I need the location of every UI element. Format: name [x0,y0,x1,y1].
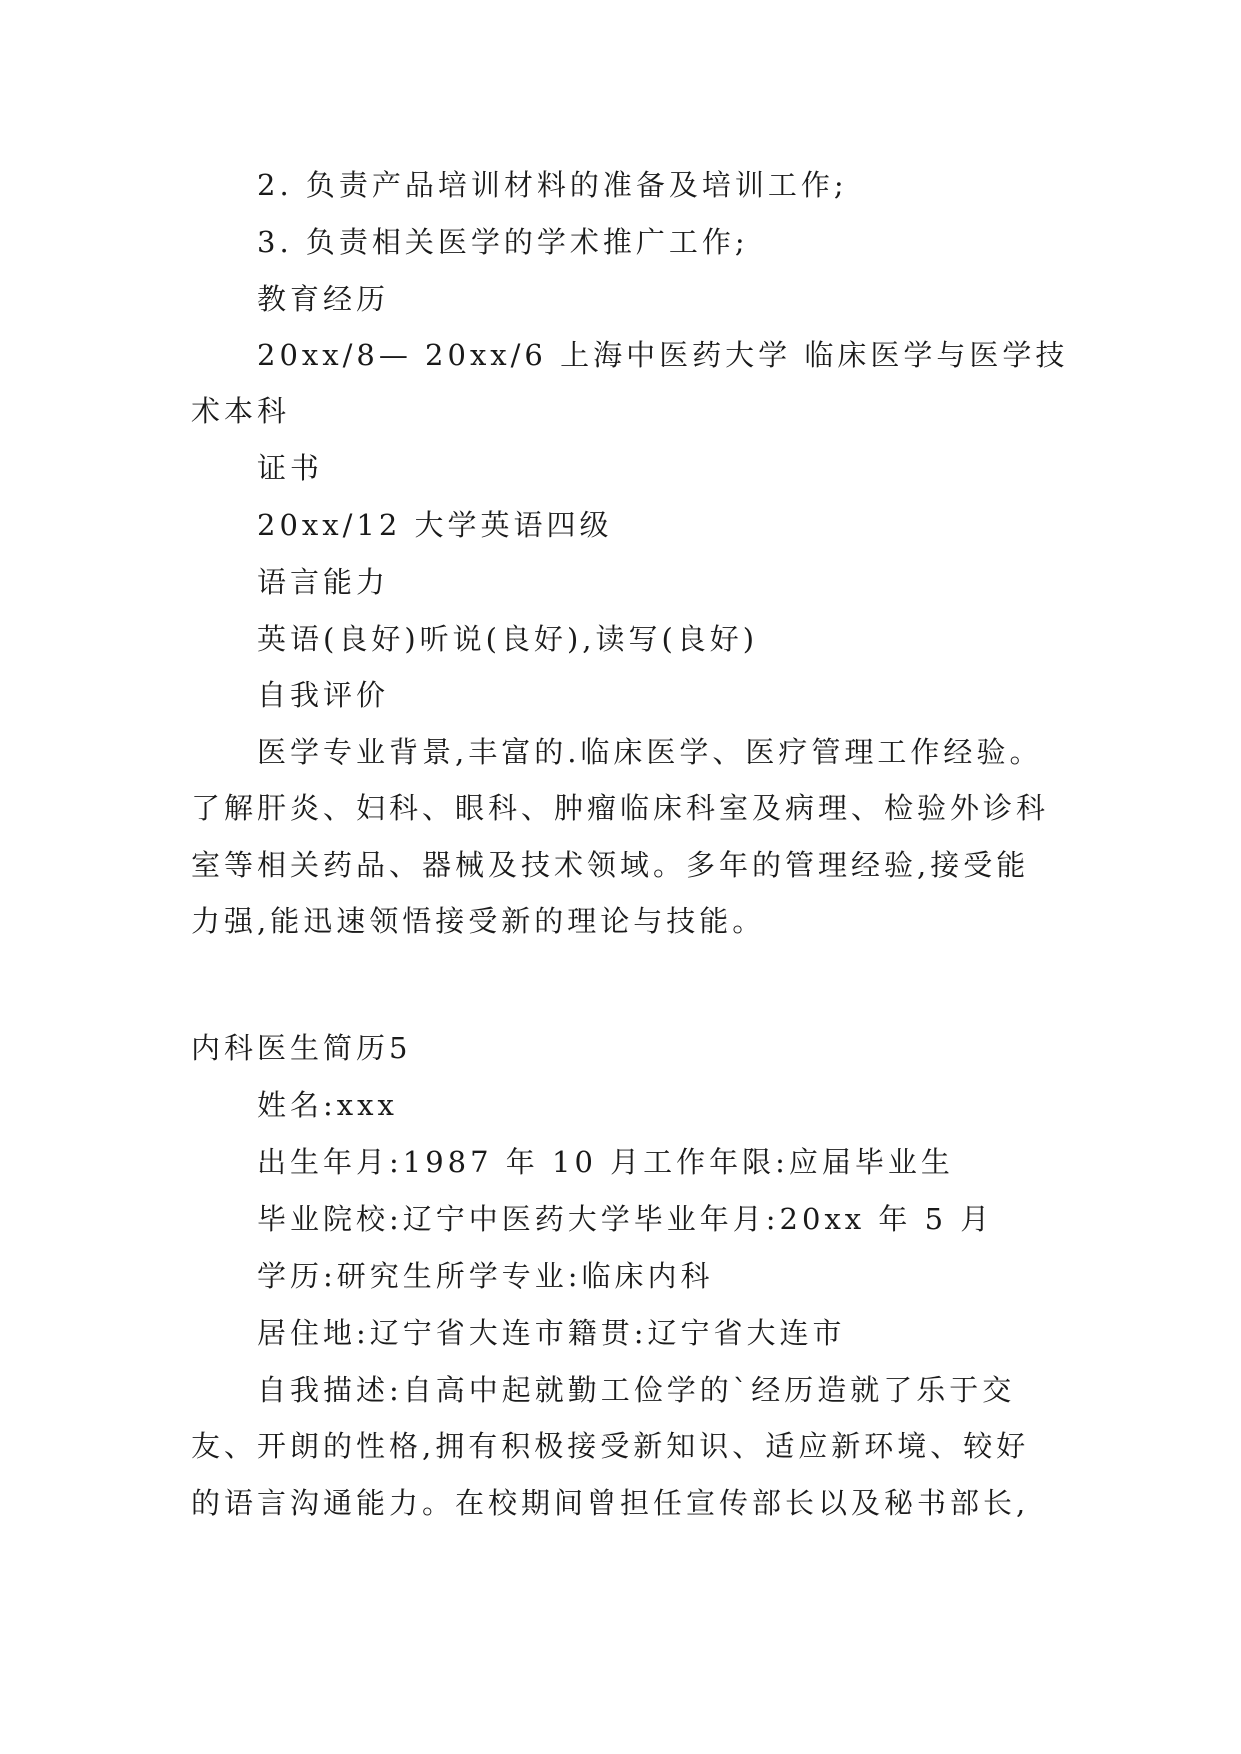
birth-field: 出生年月:1987 年 10 月工作年限:应届毕业生 [257,1145,954,1179]
name-field: 姓名:xxx [257,1088,398,1122]
certificate-item: 20xx/12 大学英语四级 [257,508,613,542]
duty-item-2: 2. 负责产品培训材料的准备及培训工作; [257,168,848,202]
self-eval-line: 力强,能迅速领悟接受新的理论与技能。 [191,904,766,938]
education-heading: 教育经历 [257,282,390,316]
self-description-line: 自我描述:自高中起就勤工俭学的`经历造就了乐于交 [257,1373,1016,1407]
duty-item-3: 3. 负责相关医学的学术推广工作; [257,225,749,259]
self-eval-line: 了解肝炎、妇科、眼科、肿瘤临床科室及病理、检验外诊科 [191,791,1050,825]
education-line-1: 20xx/8— 20xx/6 上海中医药大学 临床医学与医学技 [257,338,1069,372]
resume-5-title: 内科医生简历5 [191,1031,412,1065]
language-heading: 语言能力 [257,565,390,599]
self-eval-line: 室等相关药品、器械及技术领域。多年的管理经验,接受能 [191,848,1030,882]
self-eval-heading: 自我评价 [257,678,390,712]
residence-field: 居住地:辽宁省大连市籍贯:辽宁省大连市 [257,1316,846,1350]
self-description-line: 友、开朗的性格,拥有积极接受新知识、适应新环境、较好 [191,1429,1030,1463]
education-line-2: 术本科 [191,394,291,428]
certificate-heading: 证书 [257,451,324,485]
self-description-line: 的语言沟通能力。在校期间曾担任宣传部长以及秘书部长, [191,1486,1030,1520]
language-item: 英语(良好)听说(良好),读写(良好) [257,622,759,656]
degree-field: 学历:研究生所学专业:临床内科 [257,1259,714,1293]
school-field: 毕业院校:辽宁中医药大学毕业年月:20xx 年 5 月 [257,1202,994,1236]
self-eval-line: 医学专业背景,丰富的.临床医学、医疗管理工作经验。 [257,735,1043,769]
